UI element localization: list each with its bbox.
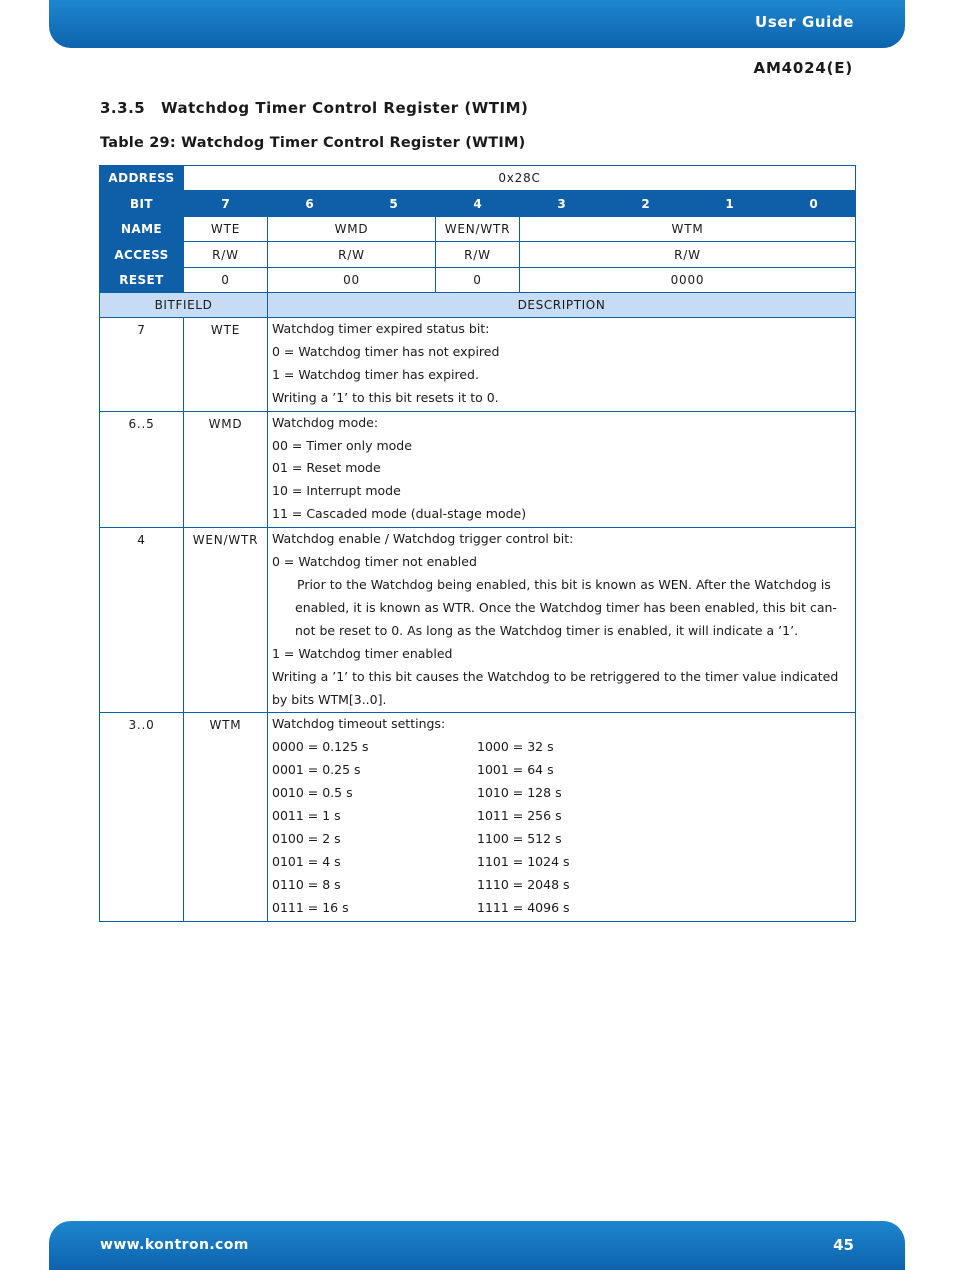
reset-label: RESET — [100, 268, 184, 293]
description-line: 00 = Timer only mode — [272, 437, 412, 453]
bit-number: 4 — [436, 191, 520, 217]
name-label: NAME — [100, 217, 184, 242]
reset-row — [100, 268, 856, 293]
address-value: 0x28C — [184, 166, 856, 191]
bitfield-name: WEN/WTR — [184, 528, 268, 713]
timeout-pair — [272, 782, 851, 805]
timeout-setting: 0101 = 4 s — [272, 853, 341, 869]
section-number: 3.3.5 — [100, 99, 146, 117]
description-line: 0 = Watchdog timer has not expired — [272, 343, 500, 359]
timeout-setting: 1101 = 1024 s — [477, 853, 570, 869]
bitfield-name: WMD — [184, 411, 268, 528]
timeout-pair — [272, 897, 851, 920]
bitfield-bits: 4 — [100, 528, 184, 713]
bit-number: 5 — [352, 191, 436, 217]
description-line: Watchdog enable / Watchdog trigger control bit: — [272, 531, 574, 547]
bitfield-bits: 7 — [100, 318, 184, 412]
address-row — [100, 166, 856, 191]
timeout-setting: 0100 = 2 s — [272, 830, 341, 846]
timeout-setting: 0110 = 8 s — [272, 876, 341, 892]
timeout-setting: 0000 = 0.125 s — [272, 739, 369, 755]
description-line: 11 = Cascaded mode (dual-stage mode) — [272, 506, 527, 522]
description-header: DESCRIPTION — [268, 293, 856, 318]
description-line: 1 = Watchdog timer has expired. — [272, 366, 479, 382]
timeout-pair — [272, 736, 851, 759]
timeout-setting: 0001 = 0.25 s — [272, 762, 361, 778]
timeout-setting: 1110 = 2048 s — [477, 876, 570, 892]
description-line: 01 = Reset mode — [272, 460, 381, 476]
bitfield-name: WTM — [184, 713, 268, 921]
access-row — [100, 242, 856, 268]
timeout-pair — [272, 828, 851, 851]
timeout-pair — [272, 805, 851, 828]
table-caption: Table 29: Watchdog Timer Control Register (WTIM) — [100, 135, 526, 151]
bit-row — [100, 191, 856, 217]
footer-url[interactable]: www.kontron.com — [100, 1237, 249, 1253]
timeout-setting: 1111 = 4096 s — [477, 899, 570, 915]
footer-bar — [49, 1221, 905, 1270]
field-row-wmd — [100, 411, 856, 528]
description-line: Writing a ’1’ to this bit resets it to 0. — [272, 389, 499, 405]
field-reset: 0000 — [520, 268, 856, 293]
register-table — [99, 165, 856, 922]
description-line: not be reset to 0. As long as the Watchdog timer is enabled, it will indicate a ’1’. — [295, 622, 799, 638]
description-line: by bits WTM[3..0]. — [272, 691, 387, 707]
timeout-setting: 0111 = 16 s — [272, 899, 349, 915]
field-name: WTM — [520, 217, 856, 242]
field-description — [268, 318, 856, 412]
header-bar — [49, 0, 905, 48]
field-access: R/W — [268, 242, 436, 268]
bit-number: 0 — [772, 191, 856, 217]
bit-number: 7 — [184, 191, 268, 217]
bit-number: 6 — [268, 191, 352, 217]
field-access: R/W — [436, 242, 520, 268]
timeout-setting: 0011 = 1 s — [272, 808, 341, 824]
description-line: Watchdog timer expired status bit: — [272, 321, 490, 336]
page-number: 45 — [833, 1236, 854, 1254]
field-reset: 0 — [184, 268, 268, 293]
timeout-pair — [272, 759, 851, 782]
description-line: 10 = Interrupt mode — [272, 483, 401, 499]
field-reset: 00 — [268, 268, 436, 293]
section-title: Watchdog Timer Control Register (WTIM) — [161, 99, 529, 117]
timeout-setting: 1010 = 128 s — [477, 785, 562, 801]
field-row-wte — [100, 318, 856, 412]
field-access: R/W — [184, 242, 268, 268]
timeout-pair — [272, 851, 851, 874]
field-row-wtm — [100, 713, 856, 921]
field-reset: 0 — [436, 268, 520, 293]
bit-number: 1 — [688, 191, 772, 217]
timeout-setting: 1011 = 256 s — [477, 808, 562, 824]
timeout-setting: 0010 = 0.5 s — [272, 785, 353, 801]
description-line: 0 = Watchdog timer not enabled — [272, 554, 477, 570]
field-description — [268, 713, 856, 921]
doc-title: User Guide — [755, 13, 854, 31]
bit-number: 3 — [520, 191, 604, 217]
bit-number: 2 — [604, 191, 688, 217]
bitfield-bits: 6..5 — [100, 411, 184, 528]
bit-label: BIT — [100, 191, 184, 217]
field-name: WMD — [268, 217, 436, 242]
field-description — [268, 411, 856, 528]
field-description — [268, 528, 856, 713]
description-line: Prior to the Watchdog being enabled, this bit is known as WEN. After the Watchdog is — [297, 576, 831, 592]
bitfield-bits: 3..0 — [100, 713, 184, 921]
field-name: WEN/WTR — [436, 217, 520, 242]
field-access: R/W — [520, 242, 856, 268]
field-row-wen-wtr — [100, 528, 856, 713]
field-name: WTE — [184, 217, 268, 242]
product-name: AM4024(E) — [753, 59, 853, 77]
name-row — [100, 217, 856, 242]
description-line: Watchdog mode: — [272, 414, 379, 430]
section-heading — [100, 99, 528, 117]
timeout-pair — [272, 874, 851, 897]
timeout-setting: 1100 = 512 s — [477, 830, 562, 846]
address-label: ADDRESS — [100, 166, 184, 191]
bitfield-header-row — [100, 293, 856, 318]
description-line: 1 = Watchdog timer enabled — [272, 645, 453, 661]
access-label: ACCESS — [100, 242, 184, 268]
timeout-setting: 1000 = 32 s — [477, 739, 554, 755]
description-line: Writing a ’1’ to this bit causes the Watchdog to be retriggered to the timer value indicated — [272, 668, 839, 684]
timeout-setting: 1001 = 64 s — [477, 762, 554, 778]
bitfield-header: BITFIELD — [100, 293, 268, 318]
bitfield-name: WTE — [184, 318, 268, 412]
description-line: Watchdog timeout settings: — [272, 716, 446, 732]
description-line: enabled, it is known as WTR. Once the Watchdog timer has been enabled, this bit can- — [295, 599, 837, 615]
